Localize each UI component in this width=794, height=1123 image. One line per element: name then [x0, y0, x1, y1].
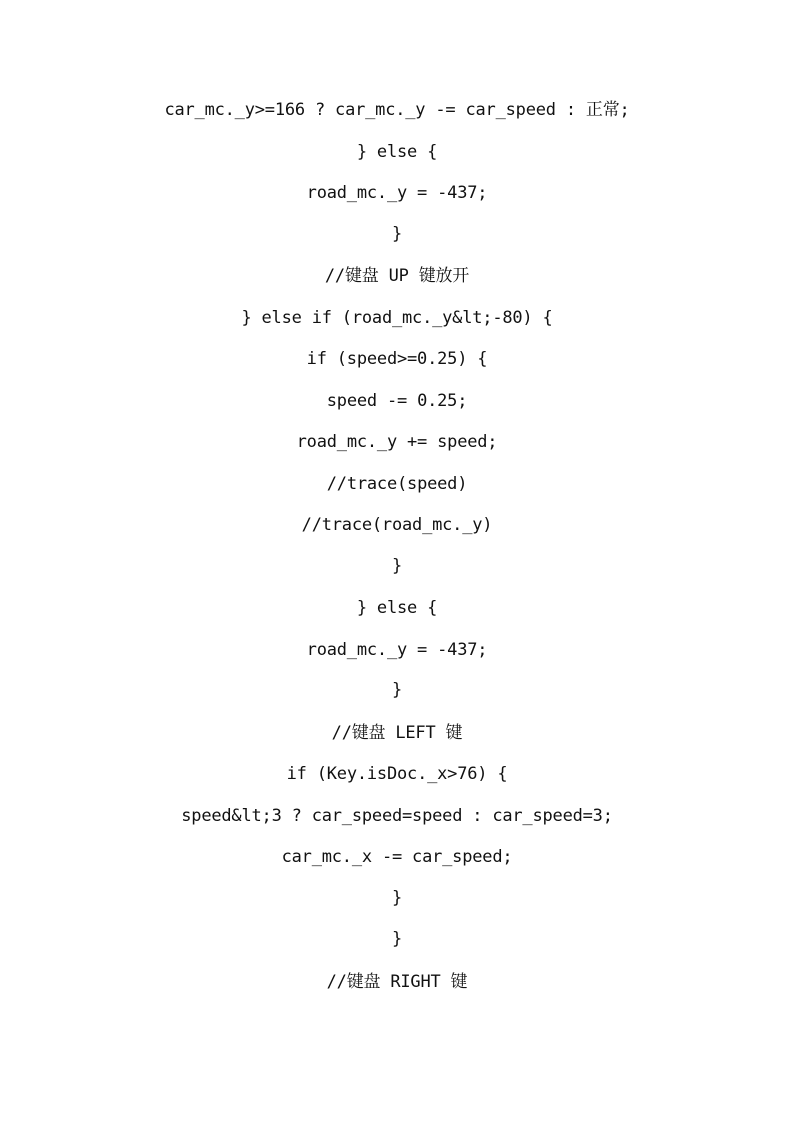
code-line: } — [391, 929, 403, 949]
code-comment: //键盘 RIGHT 键 — [326, 972, 468, 992]
code-line: } — [391, 888, 403, 908]
code-line: } — [391, 224, 403, 244]
code-line: speed -= 0.25; — [326, 391, 468, 411]
code-comment: //键盘 UP 键放开 — [324, 266, 470, 286]
code-line: speed&lt;3 ? car_speed=speed : car_speed=3; — [181, 806, 613, 826]
code-line: road_mc._y += speed; — [296, 432, 498, 452]
code-line: road_mc._y = -437; — [306, 183, 488, 203]
code-line: car_mc._y>=166 ? car_mc._y -= car_speed : 正常; — [164, 100, 630, 120]
code-line: if (speed>=0.25) { — [306, 349, 488, 369]
code-line: car_mc._x -= car_speed; — [281, 847, 513, 867]
code-line: } else { — [356, 598, 438, 618]
code-line: } else if (road_mc._y&lt;-80) { — [241, 308, 553, 328]
code-line: road_mc._y = -437; — [306, 640, 488, 660]
code-line: } else { — [356, 142, 438, 162]
code-comment: //键盘 LEFT 键 — [331, 723, 463, 743]
code-comment: //trace(speed) — [326, 474, 468, 494]
code-line: } — [391, 680, 403, 700]
code-line: } — [391, 556, 403, 576]
code-line: if (Key.isDoc._x>76) { — [286, 764, 508, 784]
code-comment: //trace(road_mc._y) — [301, 515, 493, 535]
